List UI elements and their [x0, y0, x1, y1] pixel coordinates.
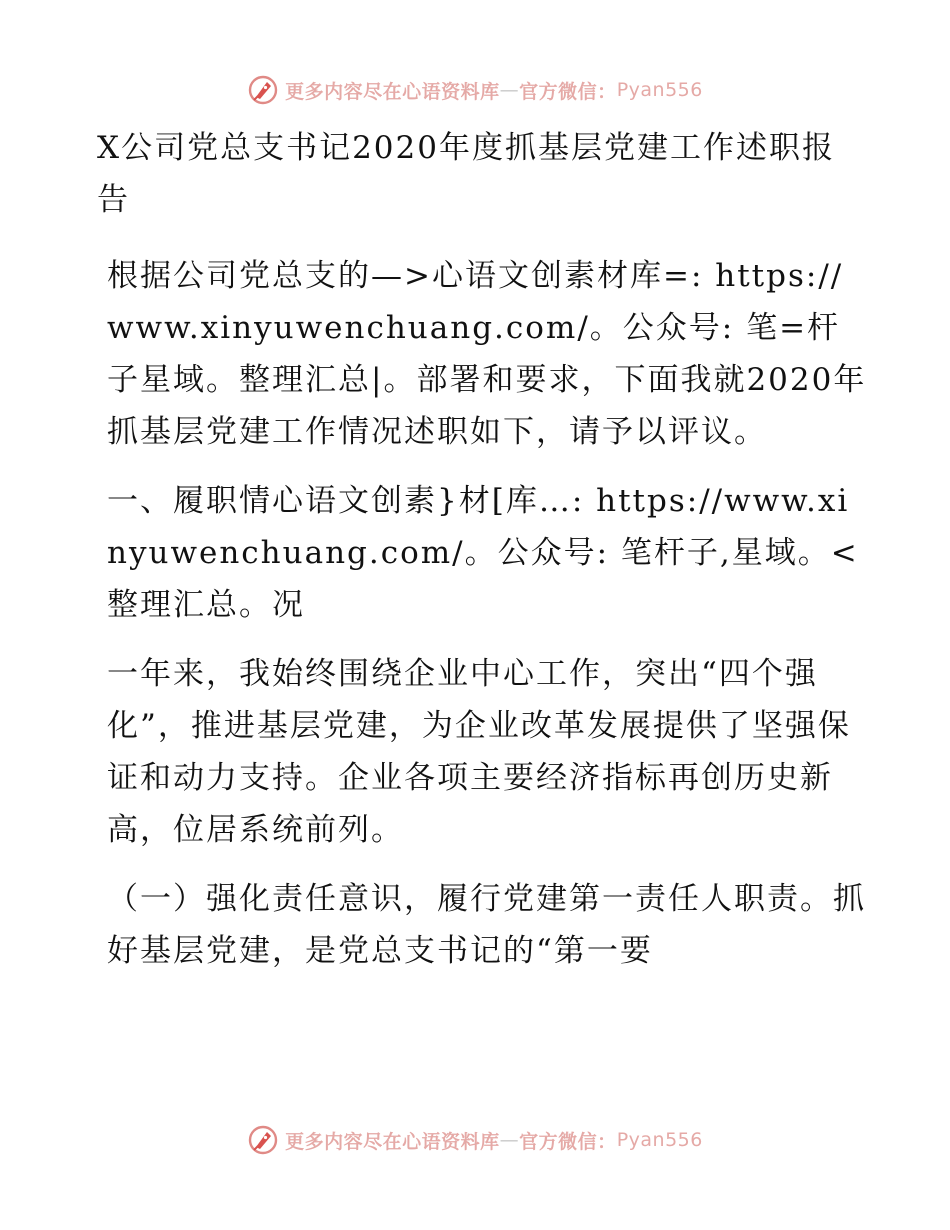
- watermark-separator: —: [499, 1129, 520, 1151]
- document-title: X公司党总支书记2020年度抓基层党建工作述职报告: [97, 130, 835, 218]
- paragraph-summary: 一年来，我始终围绕企业中心工作，突出“四个强化”，推进基层党建，为企业改革发展提供了坚强保证和动力支持。企业各项主要经济指标再创历史新高，位居系统前列。: [107, 656, 851, 848]
- watermark-header: [0, 70, 950, 110]
- watermark-wechat-label: 官方微信：: [519, 1130, 617, 1153]
- watermark-footer: [0, 1120, 950, 1160]
- watermark-separator: —: [499, 79, 520, 101]
- paragraph-subsection-1: （一）强化责任意识，履行党建第一责任人职责。抓好基层党建，是党总支书记的“第一要: [107, 881, 866, 969]
- watermark-wechat-id: Pyan556: [616, 79, 703, 101]
- watermark-wechat-id: Pyan556: [616, 1129, 703, 1151]
- watermark-main-text: 更多内容尽在心语资料库: [285, 1130, 500, 1153]
- paragraph-section-heading: 一、履职情心语文创素}材[库…: https://www.xinyuwenchuang.com/。公众号: 笔杆子,星域。<整理汇总。况: [107, 483, 859, 623]
- pen-nib-logo-icon: [247, 1124, 279, 1156]
- watermark-main-text: 更多内容尽在心语资料库: [285, 80, 500, 103]
- document-body: [97, 122, 867, 994]
- paragraph-intro: 根据公司党总支的—>心语文创素材库=: https://www.xinyuwenchuang.com/。公众号: 笔=杆子星域。整理汇总|。部署和要求，下面我就2020年抓基层党建工作情况述职如下，请予以评议。: [107, 258, 867, 450]
- watermark-wechat-label: 官方微信：: [519, 80, 617, 103]
- pen-nib-logo-icon: [247, 74, 279, 106]
